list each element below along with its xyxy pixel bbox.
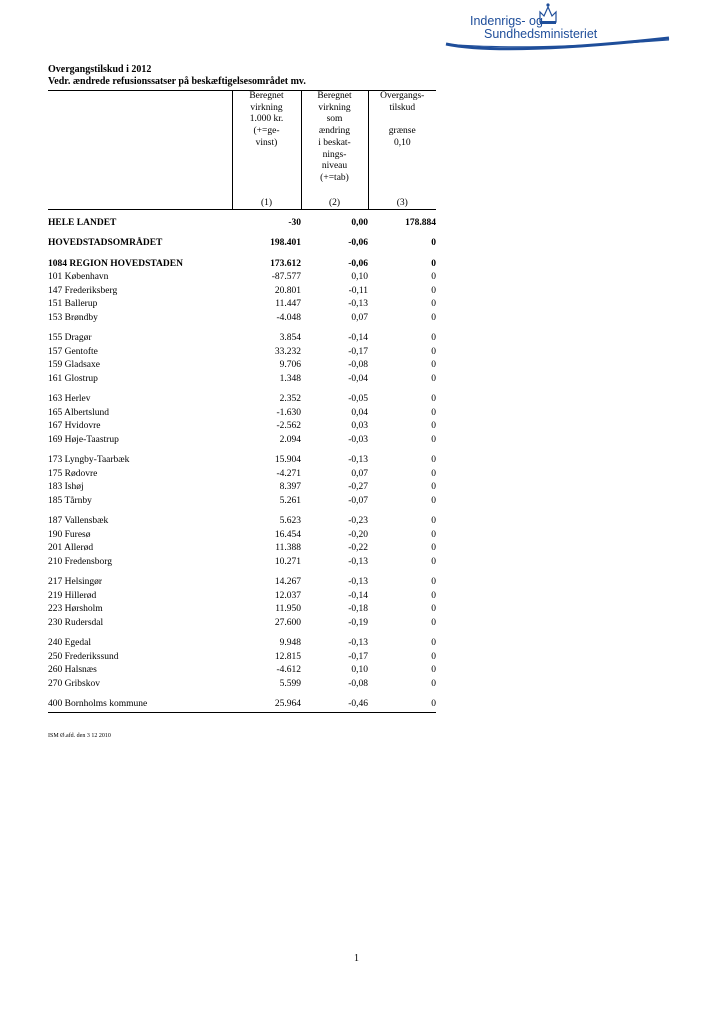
subsidy-value: 0 [431, 604, 436, 615]
tax-change-value: -0,19 [348, 617, 368, 628]
header-line: 0,10 [393, 137, 411, 148]
effect-value: 9.948 [279, 638, 301, 649]
subsidy-value: 0 [431, 360, 436, 371]
group-spacer [48, 230, 436, 237]
header-line: (+=tab) [320, 172, 349, 183]
effect-value: 27.600 [274, 617, 301, 628]
table-row [48, 217, 436, 231]
title-line1: Overgangstilskud i 2012 [48, 64, 152, 75]
header-name-column [48, 91, 232, 197]
municipality-name: 230 Rudersdal [48, 617, 104, 628]
municipality-name: 161 Glostrup [48, 373, 98, 384]
header-line: Beregnet [249, 91, 284, 101]
page-number: 1 [354, 953, 359, 964]
table-row [48, 495, 436, 509]
group-spacer [48, 691, 436, 698]
subsidy-value: 0 [431, 617, 436, 628]
tax-change-value: -0,22 [348, 543, 368, 554]
effect-value: 12.815 [274, 651, 301, 662]
logo-text [470, 15, 597, 41]
tax-change-value: -0,07 [348, 495, 368, 506]
subsidy-value: 0 [431, 651, 436, 662]
municipality-name: 400 Bornholms kommune [48, 698, 232, 712]
table-row [48, 454, 436, 468]
header-subsidy-column [368, 91, 436, 197]
header-line: tilskud [389, 102, 416, 113]
table-row [48, 346, 436, 360]
table-row [48, 373, 436, 387]
table-row [48, 637, 436, 651]
header-line: nings- [322, 149, 347, 160]
subsidy-value: 0 [431, 421, 436, 432]
municipality-name: 175 Rødovre [48, 468, 98, 479]
table-row [48, 420, 436, 434]
effect-value: -4.048 [276, 312, 301, 323]
header-line: Overgangs- [380, 91, 425, 101]
effect-value: 20.801 [274, 285, 301, 296]
municipality-name: 167 Hvidovre [48, 421, 101, 432]
group-spacer [48, 508, 436, 515]
group-spacer [48, 630, 436, 637]
tax-change-value: 0,00 [351, 217, 368, 228]
tax-change-value: 0,04 [351, 407, 368, 418]
header-tax-change-column [301, 91, 368, 197]
effect-value: -4.612 [276, 665, 301, 676]
effect-value: 3.854 [279, 333, 301, 344]
table-row [48, 393, 436, 407]
header-line: virkning [250, 102, 283, 113]
document-title [48, 64, 306, 87]
table-row [48, 556, 436, 570]
subsidy-value: 0 [431, 299, 436, 310]
effect-value: 12.037 [274, 590, 301, 601]
tax-change-value: -0,27 [348, 482, 368, 493]
header-number-2: (2) [301, 197, 368, 210]
title-line2: Vedr. ændrede refusionssatser på beskæftigelsesområdet mv. [48, 75, 306, 87]
effect-value: 16.454 [274, 529, 301, 540]
header-line: virkning [318, 102, 351, 113]
subsidy-value: 0 [431, 468, 436, 479]
tax-change-value: -0,11 [348, 285, 368, 296]
effect-value: 9.706 [279, 360, 301, 371]
tax-change-value: -0,13 [348, 577, 368, 588]
subsidy-value: 0 [431, 346, 436, 357]
effect-value: 11.447 [275, 299, 301, 310]
table-row [48, 698, 436, 712]
subsidy-value: 0 [431, 678, 436, 689]
municipality-name: 260 Halsnæs [48, 665, 97, 676]
subsidy-value: 0 [431, 312, 436, 323]
tax-change-value: -0,08 [348, 360, 368, 371]
subsidy-value: 0 [431, 455, 436, 466]
municipality-name: 101 København [48, 272, 109, 283]
effect-value: 1.348 [279, 373, 301, 384]
municipality-name: 217 Helsingør [48, 577, 103, 588]
municipality-name: 240 Egedal [48, 638, 92, 649]
effect-value: 14.267 [274, 577, 301, 588]
table-row [48, 258, 436, 272]
tax-change-value: -0,17 [348, 651, 368, 662]
subsidy-value: 0 [431, 272, 436, 283]
tax-change-value: -0,05 [348, 394, 368, 405]
table-row [48, 271, 436, 285]
subsidy-value: 0 [431, 516, 436, 527]
tax-change-value: -0,03 [348, 434, 368, 445]
table-row [48, 529, 436, 543]
table-row [48, 603, 436, 617]
effect-value: 5.599 [279, 678, 301, 689]
municipality-name: 183 Ishøj [48, 482, 84, 493]
header-row [48, 91, 436, 197]
header-number-3: (3) [396, 197, 408, 208]
tax-change-value: -0,14 [348, 333, 368, 344]
subsidy-value: 0 [431, 373, 436, 384]
subsidy-value: 0 [431, 556, 436, 567]
table-row [48, 359, 436, 373]
table-row [48, 515, 436, 529]
municipality-name: 169 Høje-Taastrup [48, 434, 119, 445]
subsidy-value: 0 [431, 238, 436, 249]
table-row [48, 651, 436, 665]
municipality-name: HELE LANDET [48, 217, 117, 228]
table-row [48, 664, 436, 678]
subsidy-value: 0 [368, 698, 436, 712]
municipality-name: 173 Lyngby-Taarbæk [48, 455, 130, 466]
footnote: ISM Ø.afd. den 3 12 2010 [48, 733, 111, 739]
logo-line1: Indenrigs- og [470, 14, 543, 28]
subsidy-value: 0 [431, 495, 436, 506]
header-line: 1.000 kr. [249, 114, 284, 125]
table-row [48, 542, 436, 556]
subsidy-value: 0 [431, 590, 436, 601]
tax-change-value: -0,17 [348, 346, 368, 357]
header-line [369, 114, 437, 126]
subsidy-value: 0 [431, 394, 436, 405]
subsidy-value: 0 [431, 543, 436, 554]
municipality-name: 147 Frederiksberg [48, 285, 118, 296]
municipality-name: 201 Allerød [48, 543, 94, 554]
tax-change-value: 0,03 [351, 421, 368, 432]
municipality-name: 165 Albertslund [48, 407, 109, 418]
tax-change-value: -0,46 [301, 698, 368, 712]
subsidy-value: 178.884 [405, 217, 436, 228]
group-spacer [48, 386, 436, 393]
subsidy-table [48, 90, 436, 713]
header-line: ændring [318, 126, 351, 137]
tax-change-value: -0,13 [348, 638, 368, 649]
tax-change-value: -0,08 [348, 678, 368, 689]
tax-change-value: 0,07 [351, 468, 368, 479]
effect-value: 11.950 [275, 604, 301, 615]
header-number-row [48, 197, 436, 210]
header-number-1: (1) [232, 197, 301, 210]
subsidy-value: 0 [431, 434, 436, 445]
tax-change-value: 0,10 [351, 272, 368, 283]
municipality-name: 157 Gentofte [48, 346, 98, 357]
tax-change-value: 0,07 [351, 312, 368, 323]
effect-value: 25.964 [232, 698, 301, 712]
header-line: grænse [388, 126, 416, 137]
effect-value: 33.232 [274, 346, 301, 357]
effect-value: 11.388 [275, 543, 301, 554]
effect-value: -1.630 [276, 407, 301, 418]
effect-value: 173.612 [270, 258, 301, 269]
header-line: niveau [321, 161, 348, 172]
municipality-name: 270 Gribskov [48, 678, 100, 689]
header-line: som [326, 114, 343, 125]
effect-value: 10.271 [274, 556, 301, 567]
municipality-name: 163 Herlev [48, 394, 91, 405]
table-row [48, 312, 436, 326]
group-spacer [48, 447, 436, 454]
municipality-name: HOVEDSTADSOMRÅDET [48, 238, 163, 249]
effect-value: 8.397 [279, 482, 301, 493]
municipality-name: 219 Hillerød [48, 590, 97, 601]
tax-change-value: -0,13 [348, 556, 368, 567]
municipality-name: 155 Dragør [48, 333, 92, 344]
subsidy-value: 0 [431, 638, 436, 649]
table-row [48, 298, 436, 312]
effect-value: 2.352 [279, 394, 301, 405]
municipality-name: 185 Tårnby [48, 495, 92, 506]
header-number-blank [48, 197, 232, 210]
table-row [48, 332, 436, 346]
group-spacer [48, 251, 436, 258]
effect-value: -87.577 [271, 272, 301, 283]
table-row [48, 678, 436, 692]
municipality-name: 250 Frederikssund [48, 651, 119, 662]
effect-value: 5.623 [279, 516, 301, 527]
tax-change-value: -0,20 [348, 529, 368, 540]
tax-change-value: -0,14 [348, 590, 368, 601]
municipality-name: 159 Gladsaxe [48, 360, 100, 371]
subsidy-value: 0 [431, 333, 436, 344]
effect-value: -2.562 [276, 421, 301, 432]
header-line: i beskat- [318, 137, 351, 148]
header-line: Beregnet [317, 91, 352, 101]
tax-change-value: -0,04 [348, 373, 368, 384]
tax-change-value: 0,10 [351, 665, 368, 676]
subsidy-value: 0 [431, 529, 436, 540]
table-body [48, 209, 436, 712]
municipality-name: 223 Hørsholm [48, 604, 103, 615]
table-row [48, 237, 436, 251]
subsidy-value: 0 [431, 258, 436, 269]
effect-value: 2.094 [279, 434, 301, 445]
subsidy-value: 0 [431, 482, 436, 493]
effect-value: 5.261 [279, 495, 301, 506]
tax-change-value: -0,23 [348, 516, 368, 527]
subsidy-value: 0 [431, 407, 436, 418]
municipality-name: 151 Ballerup [48, 299, 98, 310]
tax-change-value: -0,06 [348, 238, 368, 249]
effect-value: -30 [288, 217, 301, 228]
table-row [48, 481, 436, 495]
municipality-name: 1084 REGION HOVEDSTADEN [48, 258, 183, 269]
subsidy-value: 0 [431, 285, 436, 296]
effect-value: 15.904 [274, 455, 301, 466]
effect-value: 198.401 [270, 238, 301, 249]
table-row [48, 468, 436, 482]
header-effect-column [232, 91, 301, 197]
group-spacer [48, 569, 436, 576]
municipality-name: 190 Furesø [48, 529, 91, 540]
tax-change-value: -0,13 [348, 299, 368, 310]
group-spacer [48, 209, 436, 217]
subsidy-value: 0 [431, 577, 436, 588]
tax-change-value: -0,18 [348, 604, 368, 615]
logo-line2: Sundhedsministeriet [484, 27, 598, 41]
municipality-name: 210 Fredensborg [48, 556, 112, 567]
tax-change-value: -0,06 [348, 258, 368, 269]
table-row [48, 576, 436, 590]
table-row [48, 285, 436, 299]
table-row [48, 590, 436, 604]
table-row [48, 407, 436, 421]
header-line: vinst) [255, 137, 278, 148]
effect-value: -4.271 [276, 468, 301, 479]
municipality-name: 187 Vallensbæk [48, 516, 109, 527]
municipality-name: 153 Brøndby [48, 312, 98, 323]
table-row [48, 617, 436, 631]
subsidy-value: 0 [431, 665, 436, 676]
header-line: (+=ge- [253, 126, 280, 137]
table-row [48, 434, 436, 448]
group-spacer [48, 325, 436, 332]
tax-change-value: -0,13 [348, 455, 368, 466]
